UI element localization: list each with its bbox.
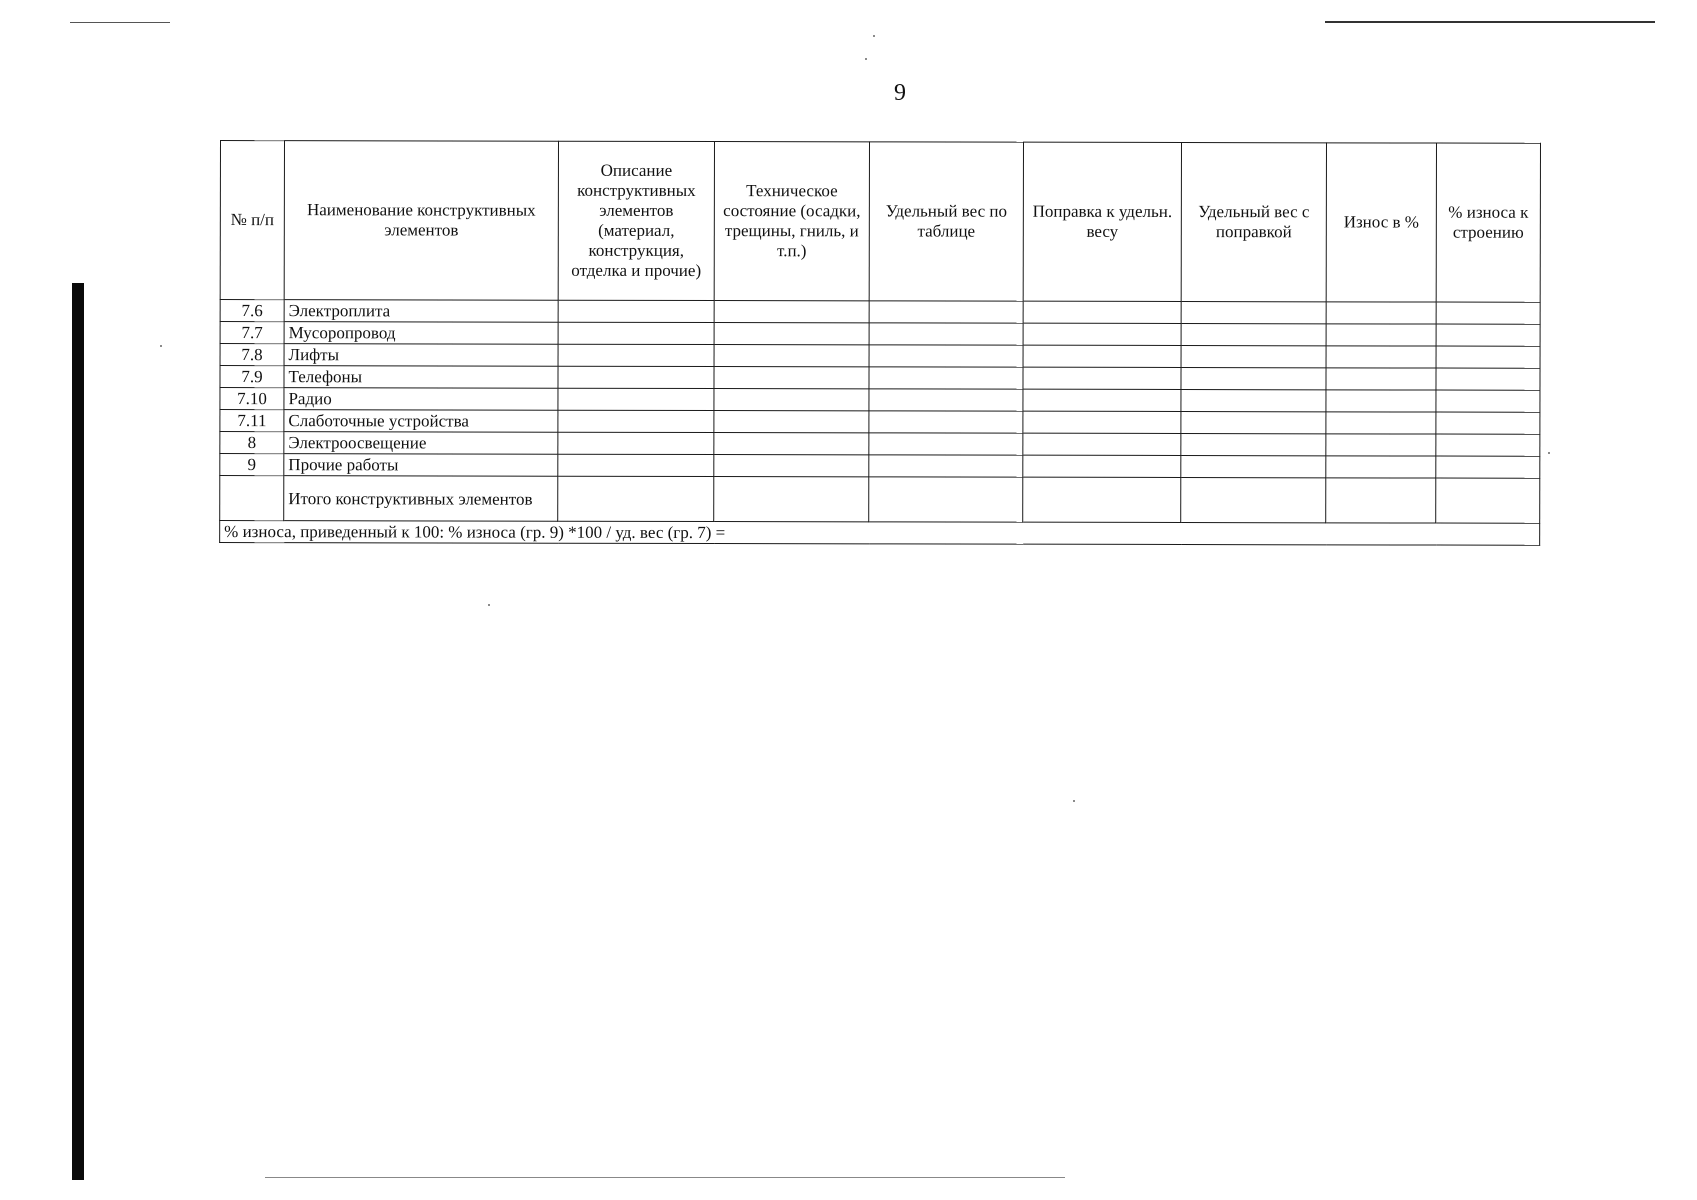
empty-cell — [1436, 456, 1540, 478]
empty-cell — [869, 477, 1023, 522]
empty-cell — [1436, 368, 1540, 390]
empty-cell — [1326, 368, 1436, 390]
scan-speck — [873, 35, 875, 37]
empty-cell — [869, 455, 1023, 477]
empty-cell — [1436, 478, 1540, 523]
empty-cell — [1436, 390, 1540, 412]
row-name: Электроосвещение — [284, 432, 558, 455]
empty-cell — [1181, 302, 1326, 324]
header-name: Наименование конструктивных элементов — [284, 141, 558, 301]
scan-speck — [1073, 800, 1075, 802]
total-label: Итого конструктивных элементов — [284, 476, 558, 522]
empty-cell — [1023, 345, 1181, 367]
row-name: Лифты — [284, 344, 558, 367]
total-row — [220, 476, 1540, 524]
empty-cell — [1023, 411, 1181, 433]
empty-cell — [869, 411, 1023, 433]
empty-cell — [1436, 302, 1540, 324]
empty-cell — [1023, 323, 1181, 345]
empty-cell — [1326, 346, 1436, 368]
empty-cell — [1326, 324, 1436, 346]
table-row — [220, 410, 1540, 435]
table-row — [220, 344, 1540, 369]
row-number: 8 — [220, 432, 284, 454]
header-corrected-weight: Удельный вес с поправкой — [1181, 143, 1326, 302]
empty-cell — [1436, 346, 1540, 368]
empty-cell — [220, 476, 284, 521]
empty-cell — [714, 367, 869, 389]
empty-cell — [1023, 367, 1181, 389]
empty-cell — [714, 433, 869, 455]
table-row — [220, 322, 1540, 347]
empty-cell — [558, 454, 714, 476]
row-name: Прочие работы — [284, 454, 558, 477]
row-name: Электроплита — [284, 300, 558, 323]
empty-cell — [714, 301, 869, 323]
table-row — [220, 366, 1540, 391]
header-weight: Удельный вес по таблице — [869, 142, 1023, 301]
empty-cell — [869, 301, 1023, 323]
empty-cell — [558, 366, 714, 388]
row-number: 7.6 — [220, 300, 284, 322]
row-name: Слаботочные устройства — [284, 410, 558, 433]
empty-cell — [714, 345, 869, 367]
row-name: Телефоны — [284, 366, 558, 389]
empty-cell — [1181, 324, 1326, 346]
empty-cell — [714, 477, 869, 522]
empty-cell — [1326, 390, 1436, 412]
row-number: 7.9 — [220, 366, 284, 388]
scan-speck — [160, 345, 162, 347]
empty-cell — [1326, 302, 1436, 324]
row-name: Радио — [284, 388, 558, 411]
empty-cell — [869, 367, 1023, 389]
empty-cell — [1023, 433, 1181, 455]
empty-cell — [1326, 412, 1436, 434]
scan-speck — [488, 604, 490, 606]
wear-formula-text: % износа, приведенный к 100: % износа (гр. 9) *100 / уд. вес (гр. 7) = — [220, 521, 1540, 546]
empty-cell — [1436, 412, 1540, 434]
empty-cell — [558, 432, 714, 454]
empty-cell — [714, 411, 869, 433]
empty-cell — [1181, 412, 1326, 434]
table-row — [220, 454, 1540, 479]
header-correction: Поправка к удельн. весу — [1023, 142, 1181, 301]
empty-cell — [1023, 455, 1181, 477]
row-number: 7.10 — [220, 388, 284, 410]
empty-cell — [714, 455, 869, 477]
empty-cell — [558, 322, 714, 344]
empty-cell — [714, 389, 869, 411]
table-row — [220, 388, 1540, 413]
empty-cell — [1181, 456, 1326, 478]
header-num: № п/п — [220, 141, 284, 300]
empty-cell — [1023, 477, 1181, 522]
header-condition: Техническое состояние (осадки, трещины, гниль, и т.п.) — [714, 142, 869, 301]
scan-edge-line — [70, 22, 170, 23]
empty-cell — [1181, 346, 1326, 368]
empty-cell — [869, 433, 1023, 455]
empty-cell — [1023, 301, 1181, 323]
empty-cell — [1181, 368, 1326, 390]
empty-cell — [558, 300, 714, 322]
scan-edge-line — [1325, 21, 1655, 23]
row-number: 7.8 — [220, 344, 284, 366]
page-number: 9 — [894, 80, 906, 106]
scan-edge-line — [265, 1177, 1065, 1178]
empty-cell — [1436, 434, 1540, 456]
empty-cell — [1181, 434, 1326, 456]
empty-cell — [1436, 324, 1540, 346]
table-header-row — [220, 141, 1540, 303]
structural-elements-table — [219, 140, 1541, 546]
empty-cell — [558, 388, 714, 410]
row-number: 7.11 — [220, 410, 284, 432]
empty-cell — [1023, 389, 1181, 411]
scan-speck — [865, 58, 867, 60]
empty-cell — [1181, 478, 1326, 523]
header-wear-percent: Износ в % — [1326, 143, 1436, 302]
empty-cell — [869, 323, 1023, 345]
empty-cell — [558, 344, 714, 366]
scan-binding-shadow — [72, 283, 84, 1180]
row-name: Мусоропровод — [284, 322, 558, 345]
empty-cell — [1326, 478, 1436, 523]
header-description: Описание конструктивных элементов (материал, конструкция, отделка и прочие) — [558, 141, 714, 300]
footer-row — [220, 521, 1540, 546]
table-row — [220, 432, 1540, 457]
empty-cell — [558, 410, 714, 432]
empty-cell — [869, 389, 1023, 411]
empty-cell — [558, 476, 714, 521]
empty-cell — [869, 345, 1023, 367]
empty-cell — [1181, 390, 1326, 412]
empty-cell — [1326, 434, 1436, 456]
scan-speck — [1548, 452, 1550, 454]
empty-cell — [714, 323, 869, 345]
table-row — [220, 300, 1540, 325]
empty-cell — [1326, 456, 1436, 478]
row-number: 9 — [220, 454, 284, 476]
header-wear-to-building: % износа к строению — [1436, 143, 1540, 302]
row-number: 7.7 — [220, 322, 284, 344]
